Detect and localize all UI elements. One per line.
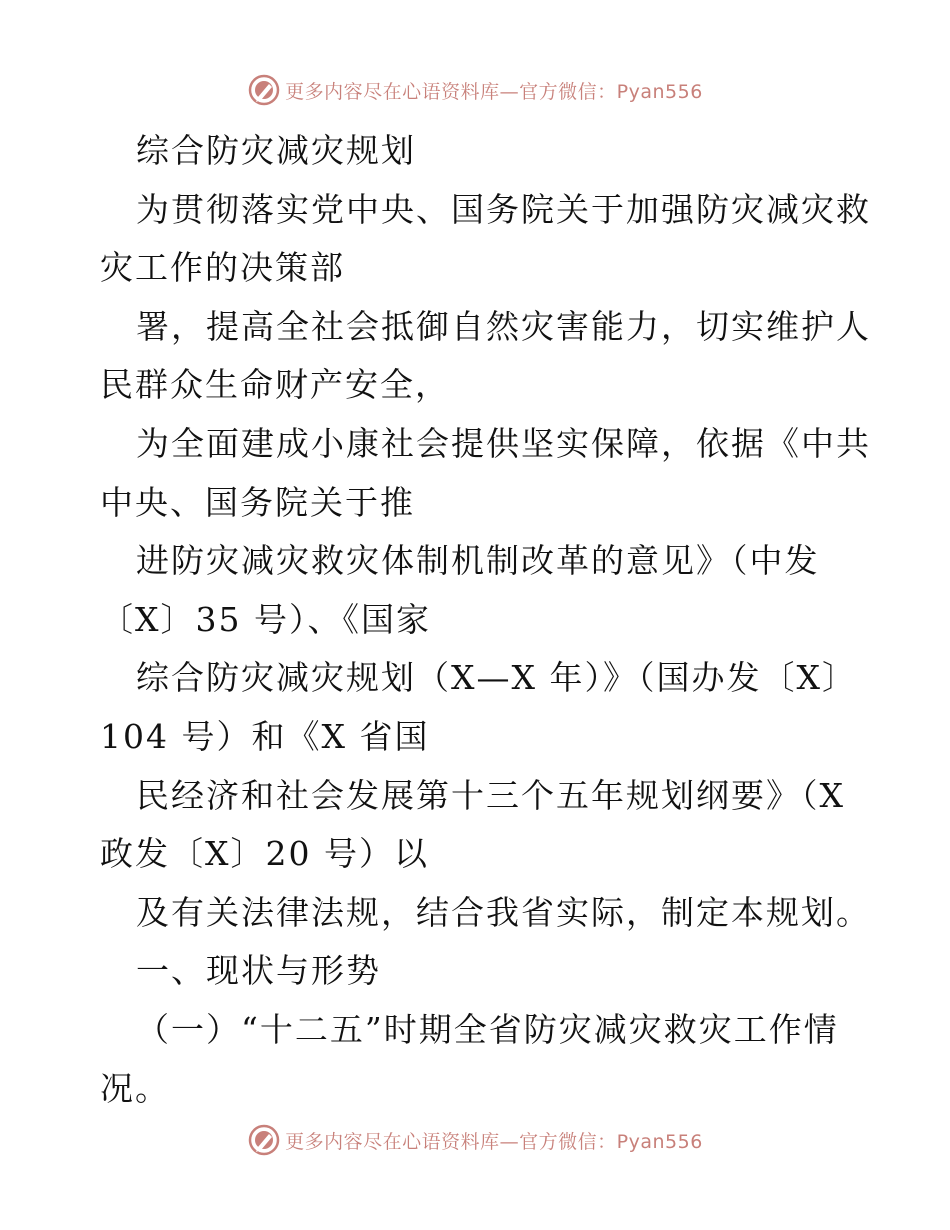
footer-watermark-banner [0, 1120, 950, 1160]
watermark-text: 更多内容尽在心语资料库—官方微信：Pyan556 [285, 80, 703, 103]
paragraph-line: 民群众生命财产安全， [100, 365, 450, 405]
paragraph-line: 中央、国务院关于推 [100, 482, 415, 522]
document-title: 综合防灾减灾规划 [136, 131, 416, 170]
paragraph-line: 进防灾减灾救灾体制机制改革的意见》（中发 [136, 541, 820, 581]
document-body [100, 122, 871, 1118]
section-heading: 一、现状与形势 [136, 951, 381, 991]
paragraph-line: 为全面建成小康社会提供坚实保障，依据《中共 [136, 423, 871, 463]
subsection-heading: （一）“十二五”时期全省防灾减灾救灾工作情 [136, 1009, 839, 1049]
paragraph-line: 〔X〕35 号）、《国家 [100, 599, 431, 639]
paragraph-line: 民经济和社会发展第十三个五年规划纲要》（X [136, 775, 845, 815]
paragraph-line: 灾工作的决策部 [100, 248, 345, 288]
header-watermark-banner [0, 70, 950, 110]
pen-logo-icon [247, 73, 281, 107]
pen-logo-icon [247, 1123, 281, 1157]
watermark-text: 更多内容尽在心语资料库—官方微信：Pyan556 [285, 1130, 703, 1153]
paragraph-line: 况。 [100, 1068, 170, 1108]
paragraph-line: 综合防灾减灾规划（X—X 年）》（国办发〔X〕 [136, 658, 857, 698]
paragraph-line: 及有关法律法规，结合我省实际，制定本规划。 [136, 892, 871, 932]
paragraph-line: 104 号）和《X 省国 [100, 716, 430, 756]
paragraph-line: 为贯彻落实党中央、国务院关于加强防灾减灾救 [136, 189, 871, 229]
paragraph-line: 政发〔X〕20 号）以 [100, 834, 429, 874]
paragraph-line: 署，提高全社会抵御自然灾害能力，切实维护人 [136, 306, 871, 346]
